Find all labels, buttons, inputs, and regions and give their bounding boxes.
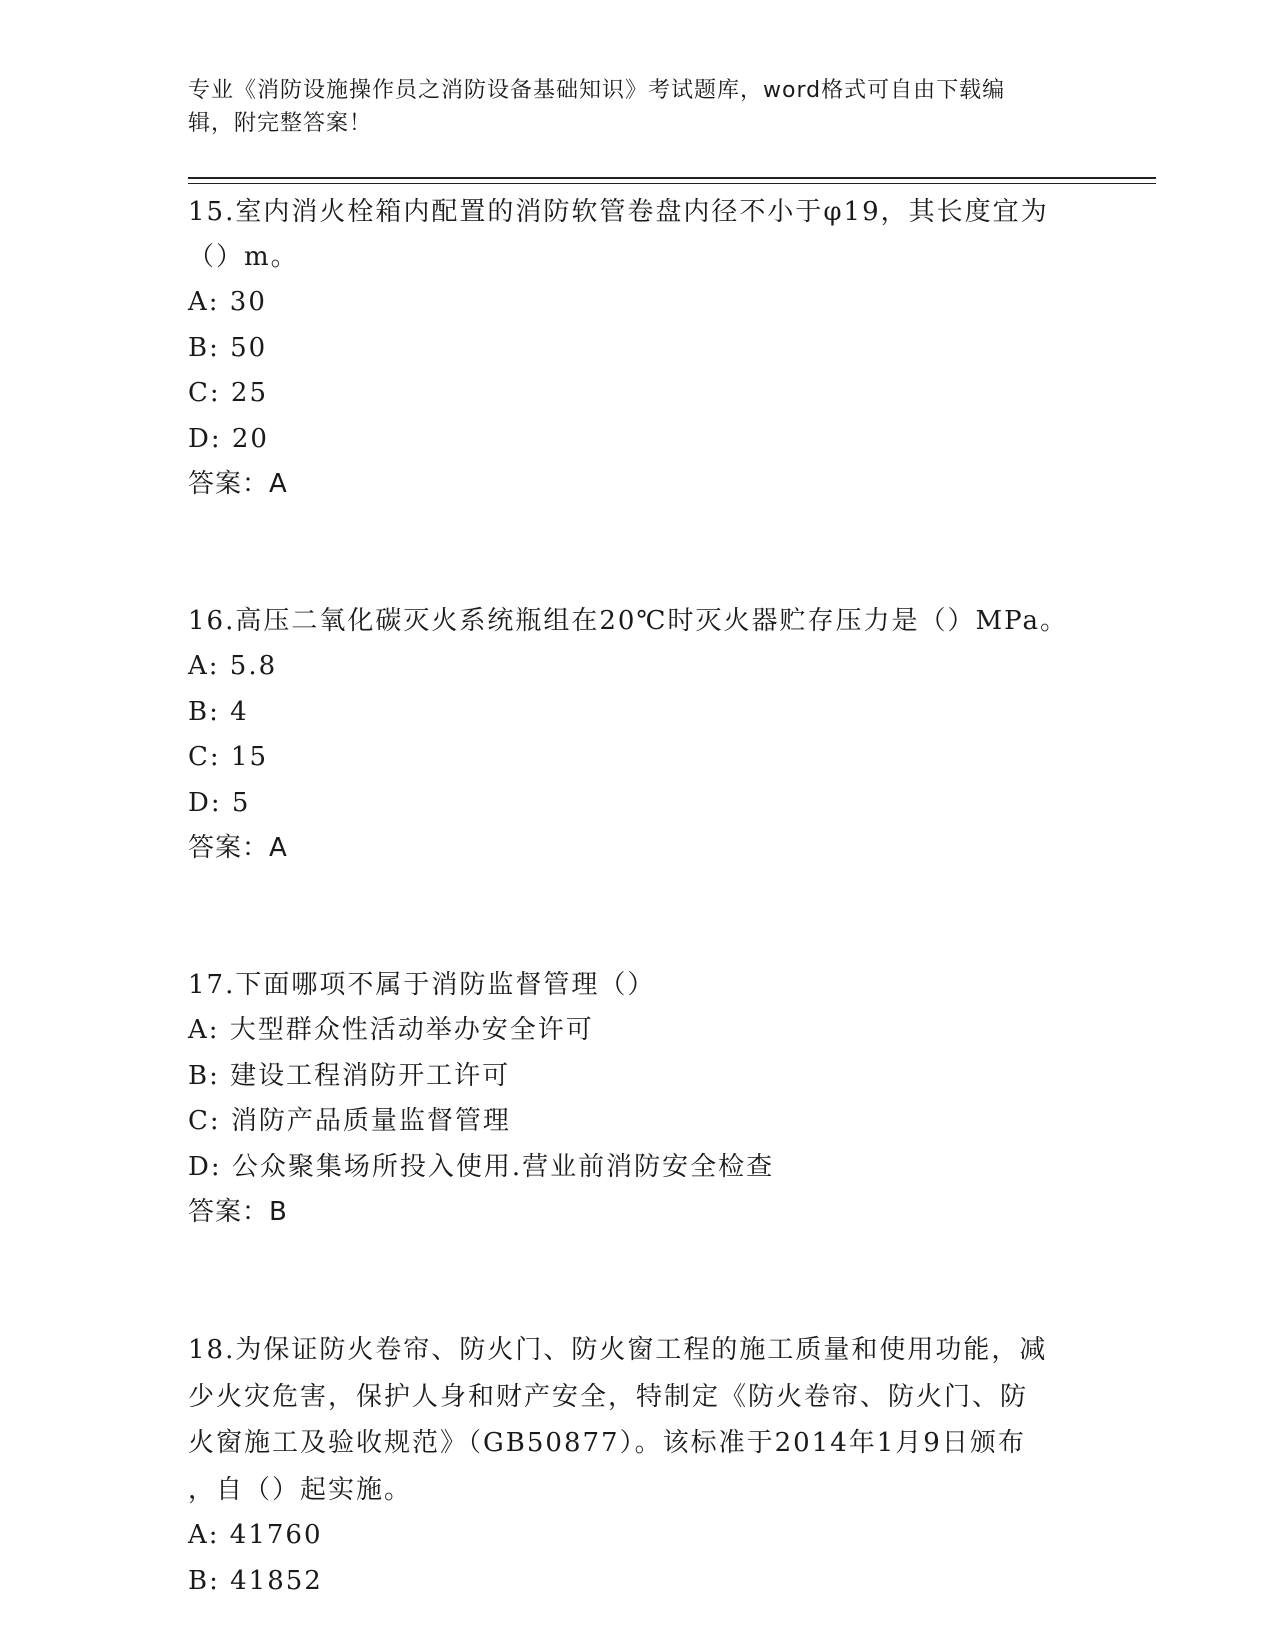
- header-line-2: 辑，附完整答案！: [188, 111, 373, 136]
- document-header: [188, 74, 1068, 140]
- option-c: C: 15: [188, 742, 269, 772]
- question-stem: 火窗施工及验收规范》（GB50877）。该标准于2014年1月9日颁布: [188, 1428, 1026, 1458]
- option-c: C: 消防产品质量监督管理: [188, 1106, 511, 1136]
- question-spacer: [188, 1235, 1088, 1327]
- question-stem: 15.室内消火栓箱内配置的消防软管卷盘内径不小于φ19，其长度宜为: [188, 197, 1049, 227]
- answer-label: 答案：A: [188, 833, 288, 863]
- option-b: B: 建设工程消防开工许可: [188, 1060, 511, 1091]
- question-spacer: [188, 871, 1088, 963]
- question-stem: 少火灾危害，保护人身和财产安全，特制定《防火卷帘、防火门、防: [188, 1381, 1029, 1412]
- question-stem: 16.高压二氧化碳灭火系统瓶组在20℃时灭火器贮存压力是（）MPa。: [188, 606, 1068, 636]
- question-15: [188, 190, 1088, 507]
- option-b: B: 41852: [188, 1565, 323, 1596]
- header-divider-thick: [188, 177, 1156, 179]
- answer-label: 答案：A: [188, 469, 288, 499]
- option-d: D: 20: [188, 423, 269, 454]
- option-a: A: 大型群众性活动举办安全许可: [188, 1015, 594, 1045]
- option-c: C: 25: [188, 378, 269, 408]
- header-divider-thin: [188, 183, 1156, 184]
- option-a: A: 5.8: [188, 651, 278, 681]
- option-d: D: 公众聚集场所投入使用.营业前消防安全检查: [188, 1151, 775, 1182]
- option-b: B: 4: [188, 696, 249, 727]
- question-stem: 18.为保证防火卷帘、防火门、防火窗工程的施工质量和使用功能，减: [188, 1335, 1048, 1365]
- answer-label: 答案：B: [188, 1197, 288, 1227]
- question-stem: 17.下面哪项不属于消防监督管理（）: [188, 970, 656, 1000]
- question-list: [188, 190, 1088, 1604]
- question-16: [188, 599, 1088, 871]
- option-a: A: 41760: [188, 1520, 323, 1550]
- option-d: D: 5: [188, 787, 251, 818]
- question-18: [188, 1327, 1088, 1604]
- question-17: [188, 963, 1088, 1235]
- question-stem: （）m。: [188, 242, 299, 272]
- option-a: A: 30: [188, 287, 267, 317]
- header-line-1: 专业《消防设施操作员之消防设备基础知识》考试题库，word格式可自由下载编: [188, 78, 1006, 103]
- question-stem: ，自（）起实施。: [188, 1474, 413, 1505]
- question-spacer: [188, 507, 1088, 599]
- option-b: B: 50: [188, 332, 268, 363]
